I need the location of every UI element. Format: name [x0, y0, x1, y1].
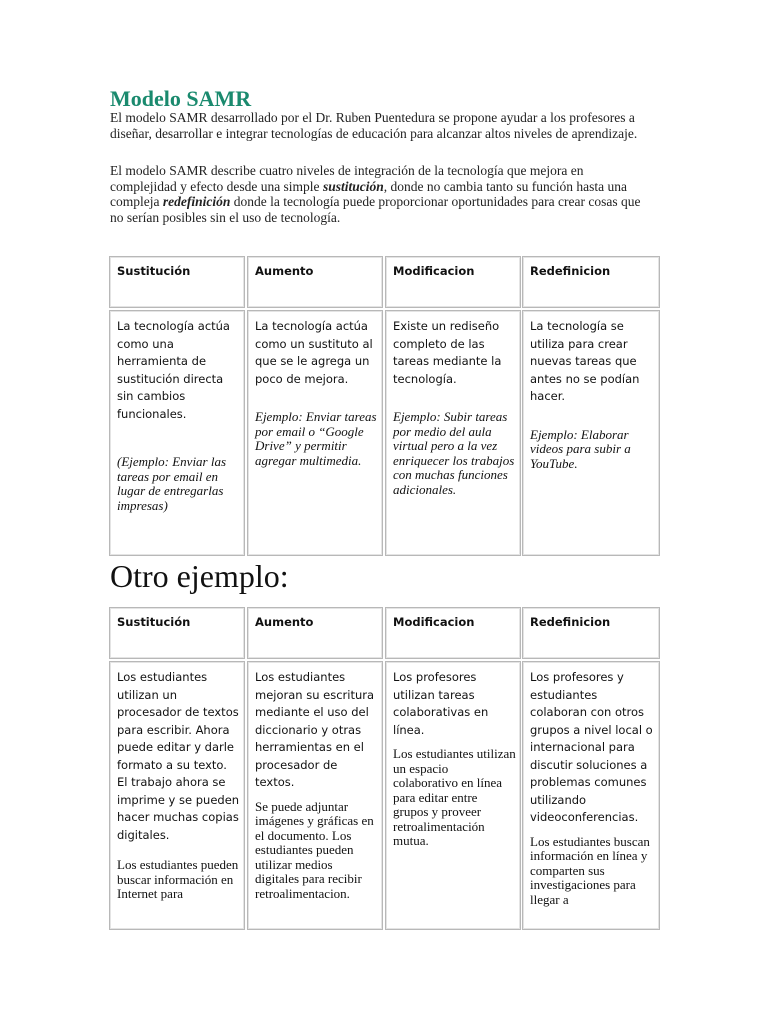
table1-aumento-text: La tecnología actúa como un sustituto al que se le agrega un poco de mejora. — [255, 319, 373, 386]
table2-modificacion-more: Los estudiantes utilizan un espacio colaborativo en línea para editar entre grupos y proveer retroalimentación mutua. — [393, 746, 516, 848]
section-heading-otro-ejemplo: Otro ejemplo: — [110, 558, 289, 594]
table1-aumento-example: Ejemplo: Enviar tareas por email o “Google Drive” y permitir agregar multimedia. — [255, 409, 377, 468]
term-sustitucion: sustitución — [322, 178, 384, 194]
table2-aumento-more: Se puede adjuntar imágenes y gráficas en el documento. Los estudiantes pueden utilizar medios digitales para recibir retroalimentacion. — [255, 798, 374, 901]
table2-header-aumento: Aumento — [247, 607, 383, 659]
table2-header-modificacion: Modificacion — [385, 607, 521, 659]
intro-p2-text-b: , donde no cambia tanto su función hasta una compleja — [110, 178, 628, 209]
table2-redefinicion-more: Los estudiantes buscan información en línea y comparten sus investigaciones para llegar a — [530, 833, 650, 907]
table2-cell-redefinicion — [522, 661, 660, 930]
table1-modificacion-example: Ejemplo: Subir tareas por medio del aula virtual pero a la vez enriquecer los trabajos con muchas funciones adicionales. — [393, 409, 515, 497]
table1-sustitucion-text: La tecnología actúa como una herramienta de sustitución directa sin cambios funcionales. — [117, 319, 230, 421]
intro-paragraph-2 — [110, 163, 650, 225]
samr-table-2 — [109, 607, 660, 930]
table1-redefinicion-example: Ejemplo: Elaborar videos para subir a YouTube. — [530, 426, 631, 471]
table1-redefinicion-text: La tecnología se utiliza para crear nuevas tareas que antes no se podían hacer. — [530, 319, 640, 403]
table2-header-sustitucion: Sustitución — [109, 607, 245, 659]
intro-p2-text-c: donde la tecnología puede proporcionar oportunidades para crear cosas que no serían posibles sin el uso de tecnología. — [110, 194, 641, 225]
table2-cell-modificacion — [385, 661, 521, 930]
intro-p2-text-a: El modelo SAMR describe cuatro niveles de integración de la tecnología que mejora en complejidad y efecto desde una simple — [110, 163, 584, 194]
table2-modificacion-text: Los profesores utilizan tareas colaborativas en línea. — [393, 670, 489, 737]
table1-header-modificacion: Modificacion — [385, 256, 521, 308]
table2-redefinicion-text: Los profesores y estudiantes colaboran con otros grupos a nivel local o internacional para discutir soluciones a problemas comunes utilizando videoconferencias. — [530, 670, 653, 824]
table2-cell-sustitucion — [109, 661, 245, 930]
table1-header-sustitucion: Sustitución — [109, 256, 245, 308]
table1-cell-redefinicion — [522, 310, 660, 556]
table2-cell-aumento — [247, 661, 383, 930]
table1-cell-modificacion — [385, 310, 521, 556]
samr-table-1 — [109, 256, 660, 556]
table2-aumento-text: Los estudiantes mejoran su escritura mediante el uso del diccionario y otras herramientas en el procesador de textos. — [255, 670, 375, 789]
table2-sustitucion-text: Los estudiantes utilizan un procesador de textos para escribir. Ahora puede editar y darle formato a su texto. El trabajo ahora se imprime y se pueden hacer muchas copias digitales. — [117, 670, 240, 842]
term-redefinicion: redefinición — [162, 194, 231, 209]
page-title: Modelo SAMR — [110, 86, 252, 111]
table1-cell-sustitucion — [109, 310, 245, 556]
table1-sustitucion-example: (Ejemplo: Enviar las tareas por email en lugar de entregarlas impresas) — [117, 454, 227, 513]
table1-header-redefinicion: Redefinicion — [522, 256, 660, 308]
table1-modificacion-text: Existe un rediseño completo de las tareas mediante la tecnología. — [393, 319, 502, 386]
intro-paragraph-1: El modelo SAMR desarrollado por el Dr. Ruben Puentedura se propone ayudar a los profesores a diseñar, desarrollar e integrar tecnologías de educación para alcanzar altos niveles de aprendizaje. — [110, 110, 638, 141]
table1-header-aumento: Aumento — [247, 256, 383, 308]
table2-header-redefinicion: Redefinicion — [522, 607, 660, 659]
table1-cell-aumento — [247, 310, 383, 556]
table2-sustitucion-more: Los estudiantes pueden buscar información en Internet para — [117, 857, 239, 901]
